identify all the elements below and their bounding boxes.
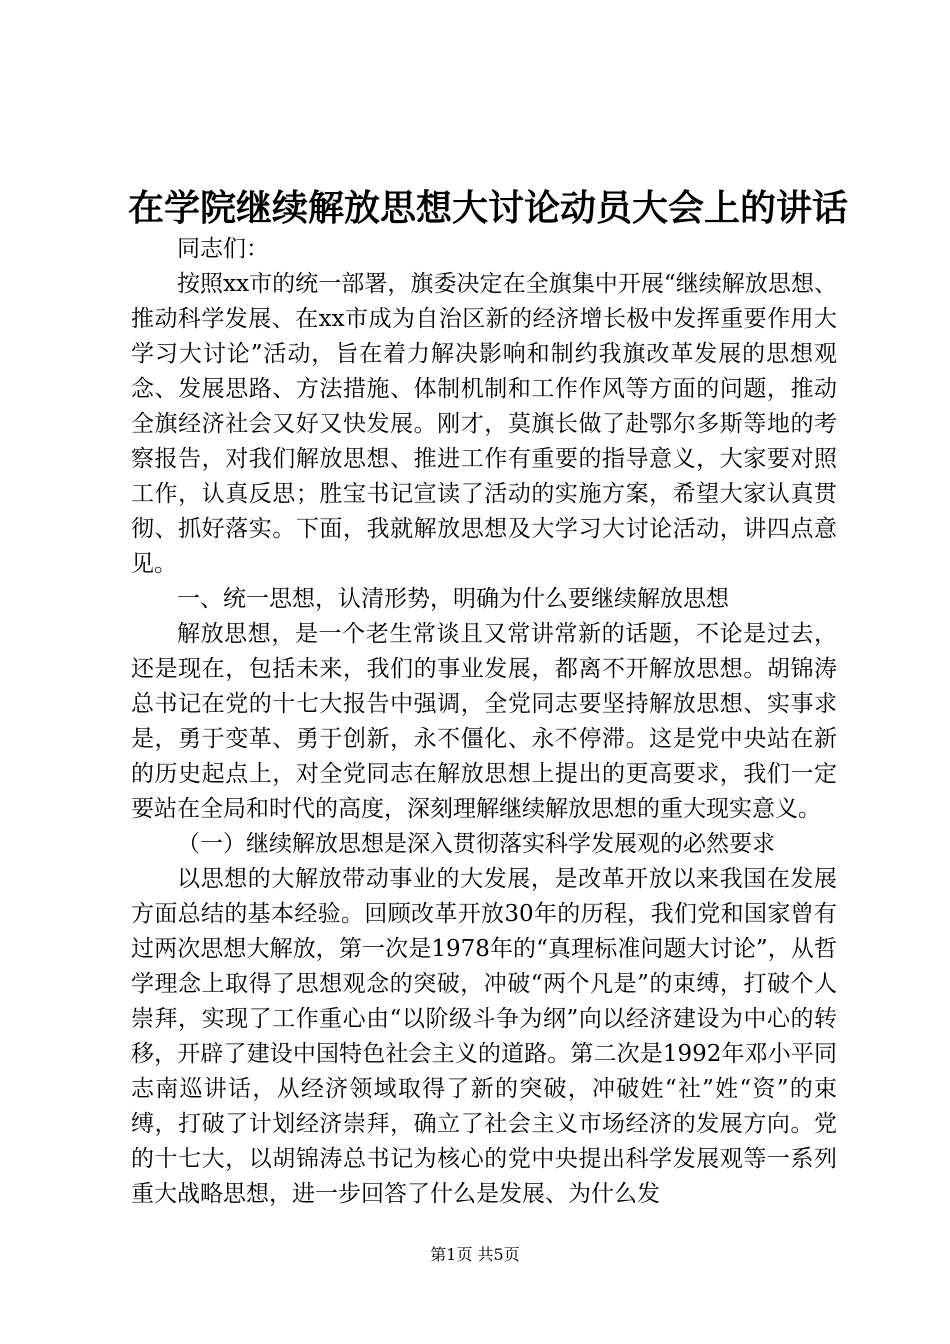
document-title: 在学院继续解放思想大讨论动员大会上的讲话 [128, 187, 849, 229]
subsection-paragraph: 以思想的大解放带动事业的大发展，是改革开放以来我国在发展方面总结的基本经验。回顾改革开放30年的历程，我们党和国家曾有过两次思想大解放，第一次是1978年的“真理标准问题大讨论”，从哲学理念上取得了思想观念的突破，冲破“两个凡是”的束缚，打破个人崇拜，实现了工作重心由“以阶级斗争为纲”向以经济建设为中心的转移，开辟了建设中国特色社会主义的道路。第二次是1992年邓小平同志南巡讲话，从经济领域取得了新的突破，冲破姓“社”姓“资”的束缚，打破了计划经济崇拜，确立了社会主义市场经济的发展方向。党的十七大，以胡锦涛总书记为核心的党中央提出科学发展观等一系列重大战略思想，进一步回答了什么是发展、为什么发 [131, 866, 837, 1207]
page-footer: 第1页 共5页 [430, 1245, 520, 1264]
section-heading: 一、统一思想，认清形势，明确为什么要继续解放思想 [177, 586, 729, 612]
subsection-heading: （一）继续解放思想是深入贯彻落实科学发展观的必然要求 [177, 831, 775, 857]
section-paragraph: 解放思想，是一个老生常谈且又常讲常新的话题，不论是过去，还是现在，包括未来，我们的事业发展，都离不开解放思想。胡锦涛总书记在党的十七大报告中强调，全党同志要坚持解放思想、实事求是，勇于变革、勇于创新，永不僵化、永不停滞。这是党中央站在新的历史起点上，对全党同志在解放思想上提出的更高要求，我们一定要站在全局和时代的高度，深刻理解继续解放思想的重大现实意义。 [131, 621, 837, 822]
intro-paragraph: 按照xx市的统一部署，旗委决定在全旗集中开展“继续解放思想、推动科学发展、在xx市成为自治区新的经济增长极中发挥重要作用大学习大讨论”活动，旨在着力解决影响和制约我旗改革发展的思想观念、发展思路、方法措施、体制机制和工作作风等方面的问题，推动全旗经济社会又好又快发展。刚才，莫旗长做了赴鄂尔多斯等地的考察报告，对我们解放思想、推进工作有重要的指导意义，大家要对照工作，认真反思；胜宝书记宣读了活动的实施方案，希望大家认真贯彻、抓好落实。下面，我就解放思想及大学习大讨论活动，讲四点意见。 [131, 271, 837, 577]
document-body [131, 232, 837, 1212]
salutation: 同志们： [177, 236, 269, 262]
